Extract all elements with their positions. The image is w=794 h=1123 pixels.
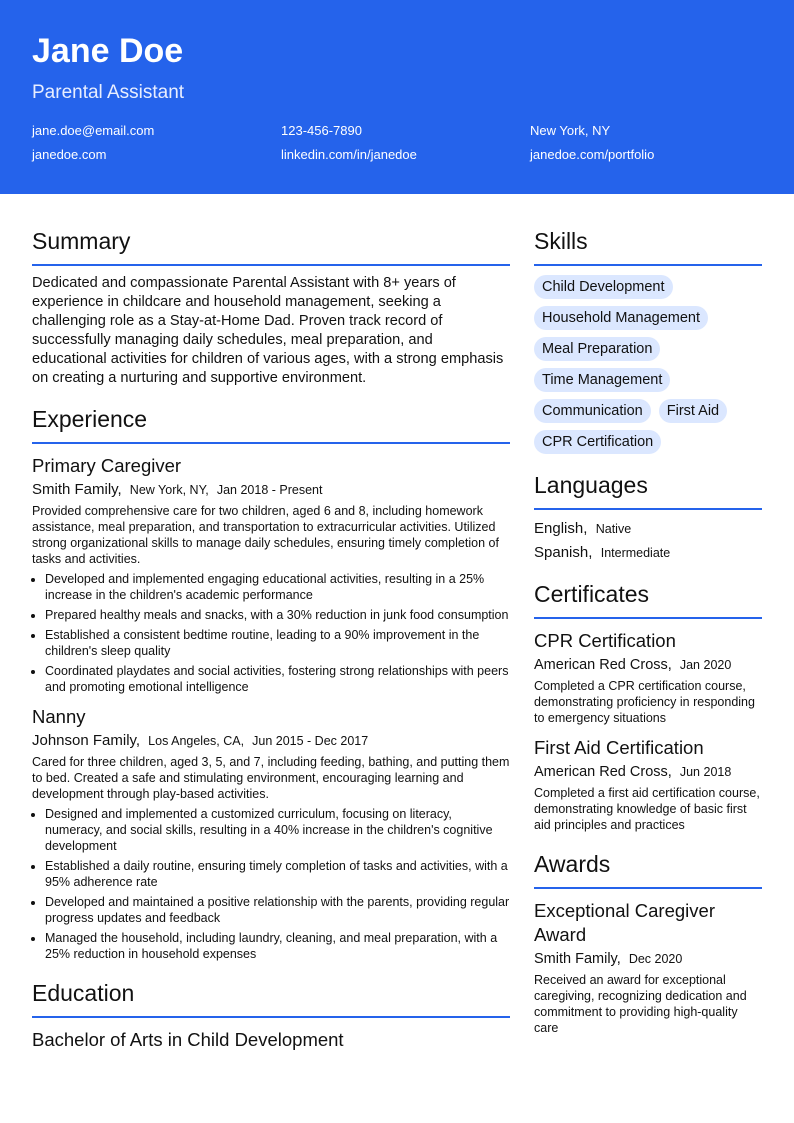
job-entry <box>32 454 510 695</box>
job-bullet: • Established a daily routine, ensuring timely completion of tasks and activities, with a 95% adherence rate <box>45 858 510 890</box>
portfolio-link[interactable]: janedoe.com/portfolio <box>530 147 655 162</box>
job-title: Primary Caregiver <box>32 455 182 476</box>
certificates-heading: Certificates <box>534 579 762 619</box>
job-description: Provided comprehensive care for two children, aged 6 and 8, including homework assistance, meal preparation, and transportation to extracurricular activities. Utilized strong organizational skills to manage daily schedules, ensuring timely completion of tasks and activities. <box>32 504 499 566</box>
job-bullets <box>32 571 510 695</box>
summary-heading: Summary <box>32 226 510 266</box>
education-heading: Education <box>32 978 510 1018</box>
resume-header <box>0 0 794 194</box>
language-level: Native <box>595 522 632 536</box>
job-bullets <box>32 806 510 962</box>
website-link[interactable]: janedoe.com <box>32 147 107 162</box>
skill-tag: Child Development <box>534 275 673 299</box>
skill-tag: Time Management <box>534 368 670 392</box>
job-entry <box>32 705 510 962</box>
skill-tag: CPR Certification <box>534 430 661 454</box>
award-title: Exceptional Caregiver Award <box>534 900 715 945</box>
right-column <box>534 194 762 1052</box>
language-item <box>534 543 762 563</box>
awards-heading: Awards <box>534 849 762 889</box>
skill-tag: Meal Preparation <box>534 337 660 361</box>
job-bullet: • Established a consistent bedtime routine, leading to a 90% improvement in the children's sleep quality <box>45 627 510 659</box>
award-description: Received an award for exceptional caregiving, recognizing dedication and commitment to providing high-quality care <box>534 973 747 1035</box>
skills-list <box>534 275 762 454</box>
summary-text: Dedicated and compassionate Parental Assistant with 8+ years of experience in childcare and household management, seeking a challenging role as a Stay-at-Home Dad. Proven track record of successfully managing daily schedules, meal preparation, and educational activities for children of various ages, with a strong emphasis on creating a nurturing and supportive environment. <box>32 275 504 386</box>
job-bullet: • Developed and maintained a positive relationship with the parents, providing regular progress updates and feedback <box>45 894 510 926</box>
certificate-meta <box>534 763 762 781</box>
award-date: Dec 2020 <box>628 952 683 966</box>
certificate-date: Jun 2018 <box>679 765 732 779</box>
job-bullet: • Developed and implemented engaging educational activities, resulting in a 25% increase in the children's academic performance <box>45 571 510 603</box>
job-dates: Jun 2015 - Dec 2017 <box>252 734 369 748</box>
experience-heading: Experience <box>32 404 510 444</box>
job-meta <box>32 481 510 499</box>
left-column <box>32 194 510 1052</box>
job-bullet: • Prepared healthy meals and snacks, with a 30% reduction in junk food consumption <box>45 607 510 623</box>
skills-heading: Skills <box>534 226 762 266</box>
contact-info <box>32 123 762 163</box>
certificate-issuer: American Red Cross, <box>534 657 672 673</box>
job-bullet: • Designed and implemented a customized curriculum, focusing on literacy, numeracy, and social skills, resulting in a 40% increase in the children's cognitive development <box>45 806 510 854</box>
skill-tag: First Aid <box>659 399 727 423</box>
certificate-description: Completed a first aid certification course, demonstrating knowledge of basic first aid principles and practices <box>534 786 760 832</box>
phone-number[interactable]: 123-456-7890 <box>281 123 362 138</box>
job-meta <box>32 732 510 750</box>
certificates-section <box>534 579 762 833</box>
awards-section <box>534 849 762 1036</box>
resume-body <box>0 194 794 1052</box>
job-title: Nanny <box>32 706 86 727</box>
certificate-entry <box>534 736 762 833</box>
summary-section <box>32 226 510 388</box>
job-location: New York, NY, <box>129 483 209 497</box>
certificate-description: Completed a CPR certification course, demonstrating proficiency in responding to emergency situations <box>534 679 755 725</box>
skills-section <box>534 226 762 454</box>
job-employer: Johnson Family, <box>32 732 141 749</box>
language-level: Intermediate <box>600 546 671 560</box>
skill-tag: Household Management <box>534 306 708 330</box>
award-entry <box>534 899 762 1036</box>
certificate-meta <box>534 656 762 674</box>
language-name: Spanish, <box>534 544 593 561</box>
languages-section <box>534 470 762 563</box>
job-employer: Smith Family, <box>32 481 122 498</box>
experience-section <box>32 404 510 962</box>
candidate-role: Parental Assistant <box>32 82 185 103</box>
location: New York, NY <box>530 123 611 138</box>
certificate-issuer: American Red Cross, <box>534 764 672 780</box>
job-bullet: • Coordinated playdates and social activities, fostering strong relationships with peers and promoting emotional intelligence <box>45 663 510 695</box>
certificate-entry <box>534 629 762 726</box>
award-issuer: Smith Family, <box>534 951 621 967</box>
email-link[interactable]: jane.doe@email.com <box>32 123 155 138</box>
job-description: Cared for three children, aged 3, 5, and 7, including feeding, bathing, and putting them to bed. Created a safe and stimulating environment, encouraging learning and development through play-based activities. <box>32 755 510 801</box>
certificate-date: Jan 2020 <box>679 658 732 672</box>
certificate-title: First Aid Certification <box>534 737 704 758</box>
job-bullet: • Managed the household, including laundry, cleaning, and meal preparation, with a 25% reduction in household expenses <box>45 930 510 962</box>
education-section <box>32 978 510 1052</box>
language-name: English, <box>534 520 588 537</box>
job-dates: Jan 2018 - Present <box>216 483 323 497</box>
skill-tag: Communication <box>534 399 651 423</box>
candidate-name: Jane Doe <box>32 32 184 70</box>
certificate-title: CPR Certification <box>534 630 676 651</box>
degree-title: Bachelor of Arts in Child Development <box>32 1029 344 1050</box>
linkedin-link[interactable]: linkedin.com/in/janedoe <box>281 147 417 162</box>
award-meta <box>534 950 762 968</box>
language-item <box>534 519 762 539</box>
languages-heading: Languages <box>534 470 762 510</box>
job-location: Los Angeles, CA, <box>148 734 245 748</box>
